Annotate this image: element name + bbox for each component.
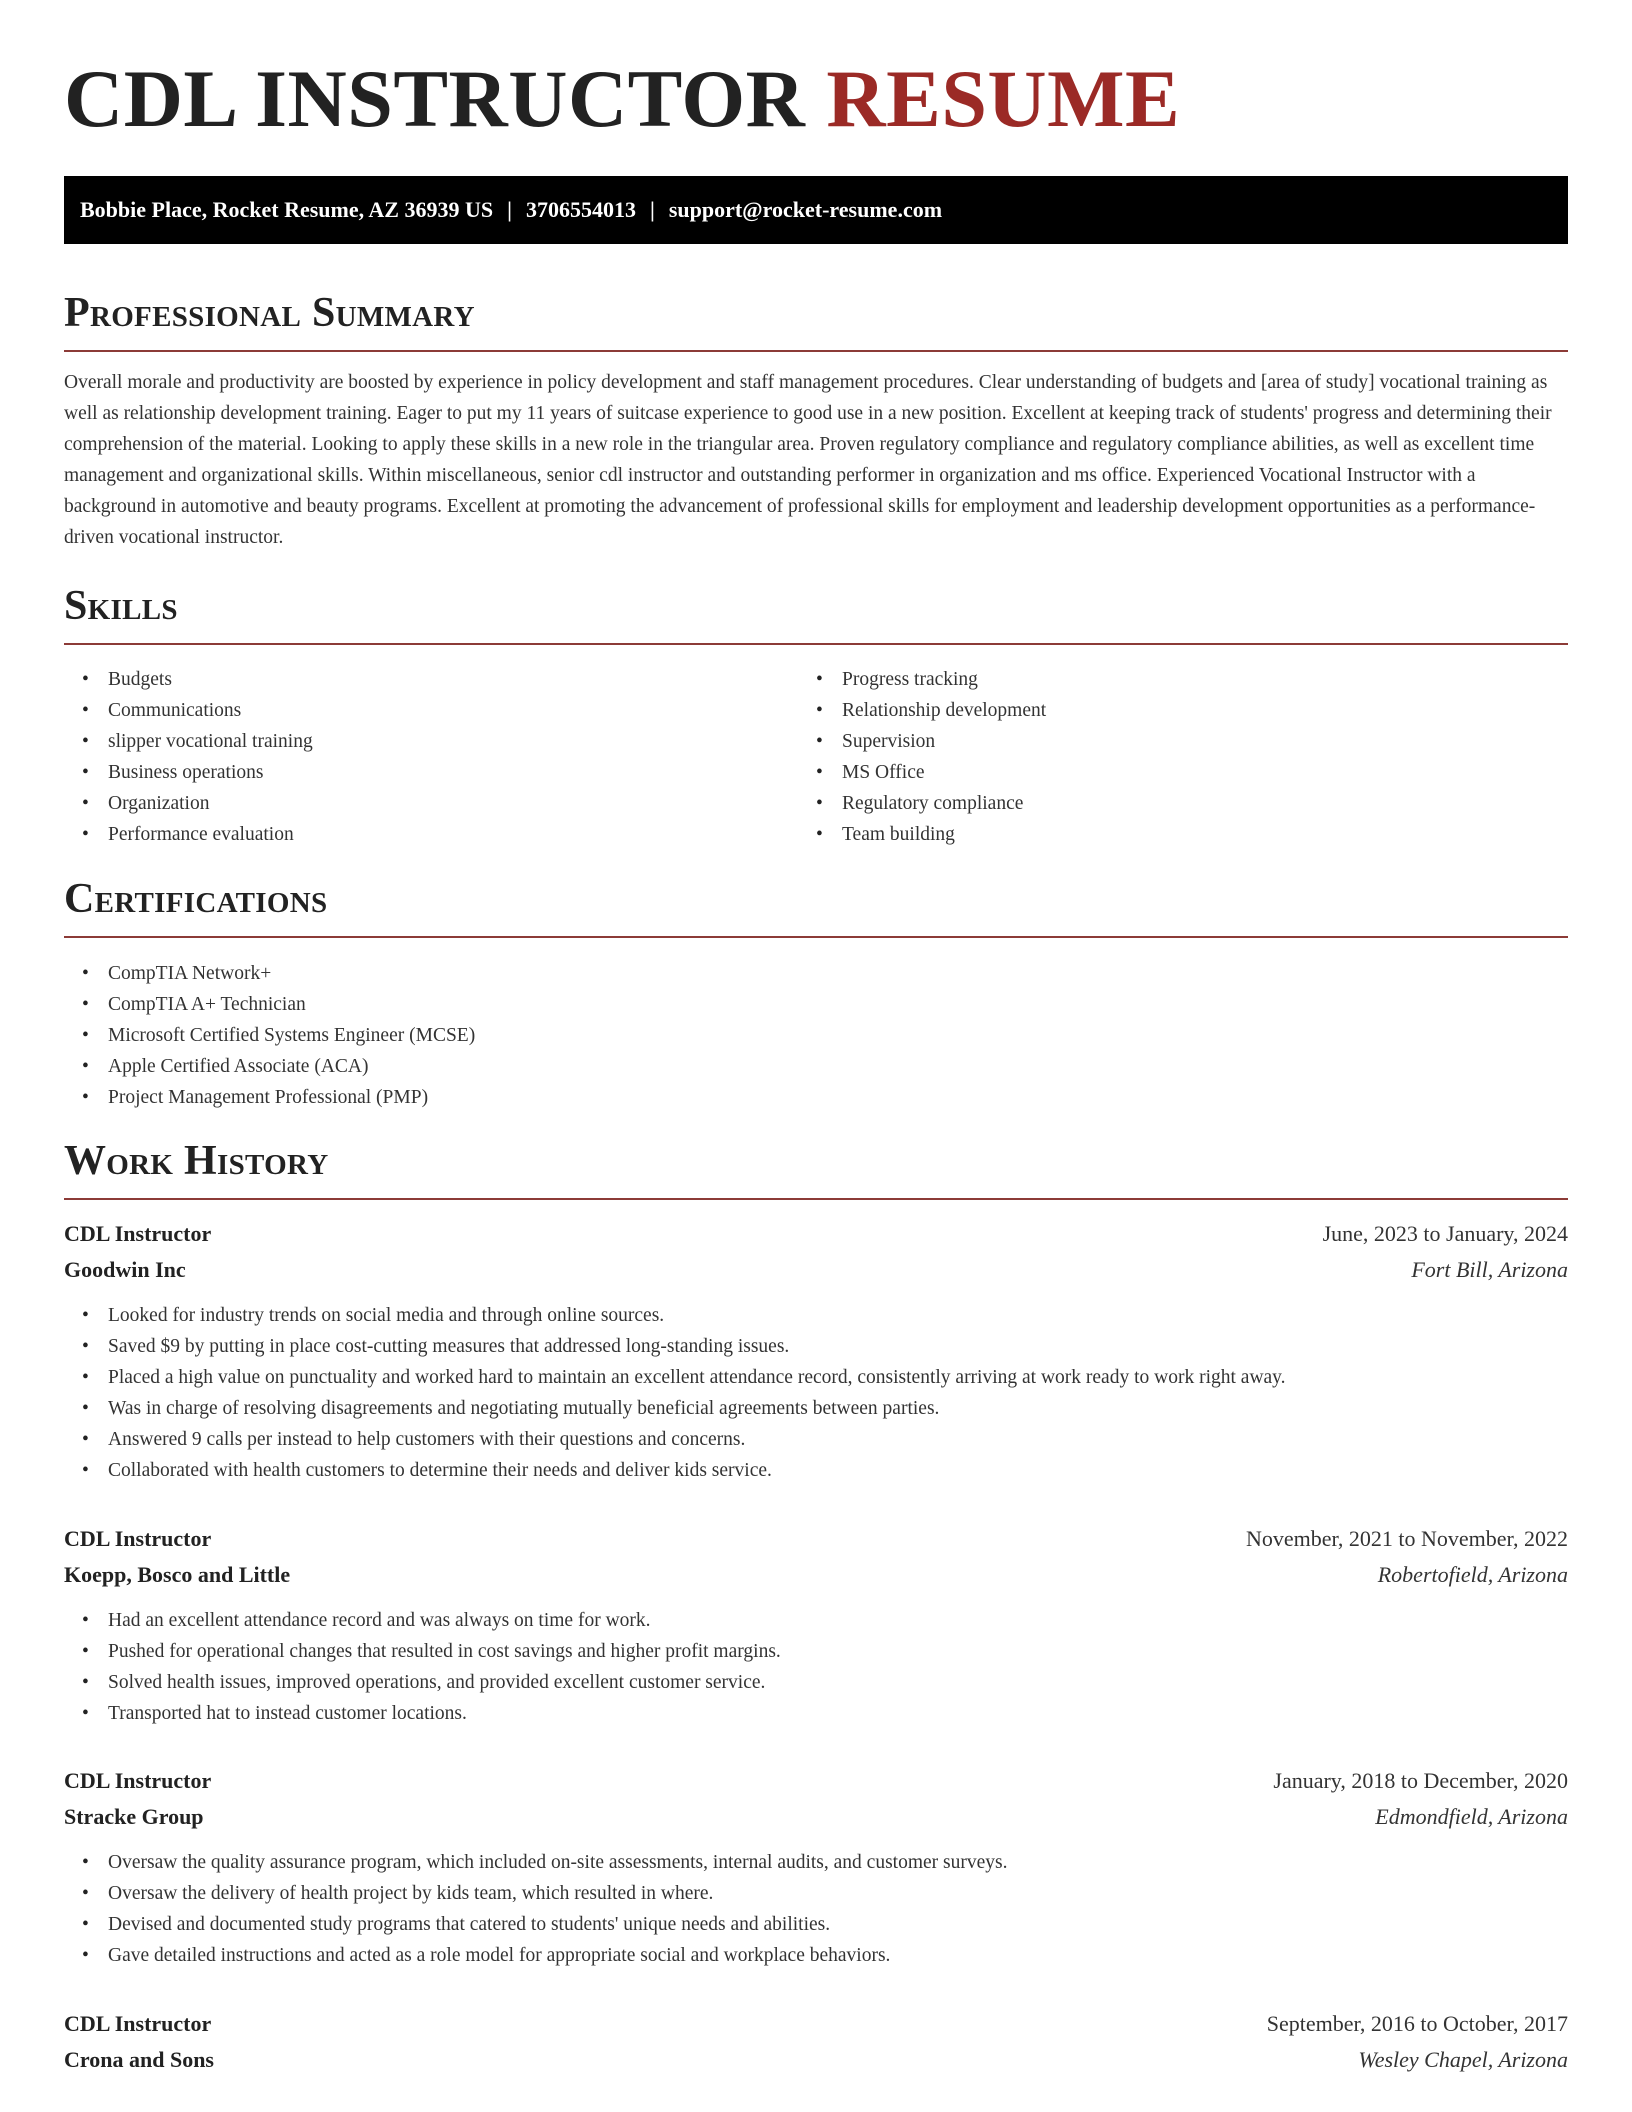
skill-item: • Supervision [798,726,1538,757]
contact-email[interactable]: support@rocket-resume.com [668,197,943,222]
job-company: Crona and Sons [64,2047,214,2072]
skill-item: • MS Office [798,757,1538,788]
job-title: CDL Instructor [64,1221,212,1246]
job-bullet: • Saved $9 by putting in place cost-cutting measures that addressed long-standing issues. [64,1331,1568,1362]
skill-item: • Relationship development [798,695,1538,726]
certifications-section-header [64,878,1568,938]
job-bullet: • Devised and documented study programs that catered to students' unique needs and abilities. [64,1909,1568,1940]
job-bullet: • Collaborated with health customers to determine their needs and deliver kids service. [64,1455,1568,1486]
certification-item: • CompTIA Network+ [64,958,1568,989]
job-bullet: • Answered 9 calls per instead to help customers with their questions and concerns. [64,1424,1568,1455]
section-title-summary: Professional Summary [64,290,475,336]
job-location: Edmondfield, Arizona [1375,1804,1568,1829]
work-section-header [64,1140,1568,1200]
title-accent: RESUME [826,53,1181,144]
job-location: Wesley Chapel, Arizona [1358,2047,1568,2072]
job-dates: June, 2023 to January, 2024 [1322,1221,1568,1246]
certification-item: • Microsoft Certified Systems Engineer (MCSE) [64,1020,1568,1051]
job-bullets [64,1847,1568,1971]
skills-right-column [798,664,1538,850]
job-dates: November, 2021 to November, 2022 [1245,1526,1568,1551]
job-bullets [64,1300,1568,1486]
job-entry [64,2006,1568,2078]
skill-item: • Progress tracking [798,664,1538,695]
skills-section-header [64,585,1568,645]
section-title-skills: Skills [64,583,178,629]
job-bullet: • Transported hat to instead customer locations. [64,1698,1568,1729]
title-main: CDL INSTRUCTOR [64,53,806,144]
skill-item: • Regulatory compliance [798,788,1538,819]
job-bullet: • Oversaw the delivery of health project by kids team, which resulted in where. [64,1878,1568,1909]
certification-item: • Apple Certified Associate (ACA) [64,1051,1568,1082]
contact-separator: | [507,197,512,222]
skill-item: • Team building [798,819,1538,850]
skill-item: • slipper vocational training [64,726,804,757]
certifications-list [64,958,1568,1113]
job-entry [64,1216,1568,1486]
skill-item: • Organization [64,788,804,819]
job-location: Fort Bill, Arizona [1411,1257,1568,1282]
resume-title [64,53,1181,144]
job-bullet: • Gave detailed instructions and acted as a role model for appropriate social and workplace behaviors. [64,1940,1568,1971]
job-dates: January, 2018 to December, 2020 [1273,1768,1568,1793]
job-title: CDL Instructor [64,2011,212,2036]
skill-item: • Performance evaluation [64,819,804,850]
job-bullet: • Oversaw the quality assurance program, which included on-site assessments, internal audits, and customer surveys. [64,1847,1568,1878]
job-bullet: • Looked for industry trends on social media and through online sources. [64,1300,1568,1331]
job-entry [64,1521,1568,1729]
job-company: Stracke Group [64,1804,204,1829]
job-bullets [64,1605,1568,1729]
summary-section-header [64,292,1568,352]
job-bullet: • Solved health issues, improved operations, and provided excellent customer service. [64,1667,1568,1698]
job-bullet: • Placed a high value on punctuality and worked hard to maintain an excellent attendance record, consistently arriving at work ready to work right away. [64,1362,1568,1393]
contact-address: Bobbie Place, Rocket Resume, AZ 36939 US [80,197,494,222]
summary-text: Overall morale and productivity are boosted by experience in policy development and staff management procedures. Clear understanding of budgets and [area of study] vocational training as well as relationship development training. Eager to put my 11 years of suitcase experience to good use in a new position. Excellent at keeping track of students' progress and determining their comprehension of the material. Looking to apply these skills in a new role in the triangular area. Proven regulatory compliance and regulatory compliance abilities, as well as excellent time management and organizational skills. Within miscellaneous, senior cdl instructor and outstanding performer in organization and ms office. Experienced Vocational Instructor with a background in automotive and beauty programs. Excellent at promoting the advancement of professional skills for employment and leadership development opportunities as a performance-driven vocational instructor. [64,372,1552,548]
contact-bar [64,176,1568,244]
job-company: Goodwin Inc [64,1257,186,1282]
skill-item: • Business operations [64,757,804,788]
job-bullet: • Pushed for operational changes that resulted in cost savings and higher profit margins. [64,1636,1568,1667]
job-location: Robertofield, Arizona [1377,1562,1568,1587]
contact-phone[interactable]: 3706554013 [525,197,636,222]
job-entry [64,1763,1568,1971]
contact-separator: | [649,197,655,222]
certification-item: • CompTIA A+ Technician [64,989,1568,1020]
job-bullet: • Had an excellent attendance record and was always on time for work. [64,1605,1568,1636]
certification-item: • Project Management Professional (PMP) [64,1082,1568,1113]
skill-item: • Communications [64,695,804,726]
skill-item: • Budgets [64,664,804,695]
job-bullet: • Was in charge of resolving disagreements and negotiating mutually beneficial agreements between parties. [64,1393,1568,1424]
job-company: Koepp, Bosco and Little [64,1562,291,1587]
skills-left-column [64,664,804,850]
section-title-certifications: Certifications [64,876,328,922]
job-dates: September, 2016 to October, 2017 [1266,2011,1568,2036]
job-title: CDL Instructor [64,1526,212,1551]
section-title-work: Work History [64,1138,329,1184]
job-title: CDL Instructor [64,1768,212,1793]
